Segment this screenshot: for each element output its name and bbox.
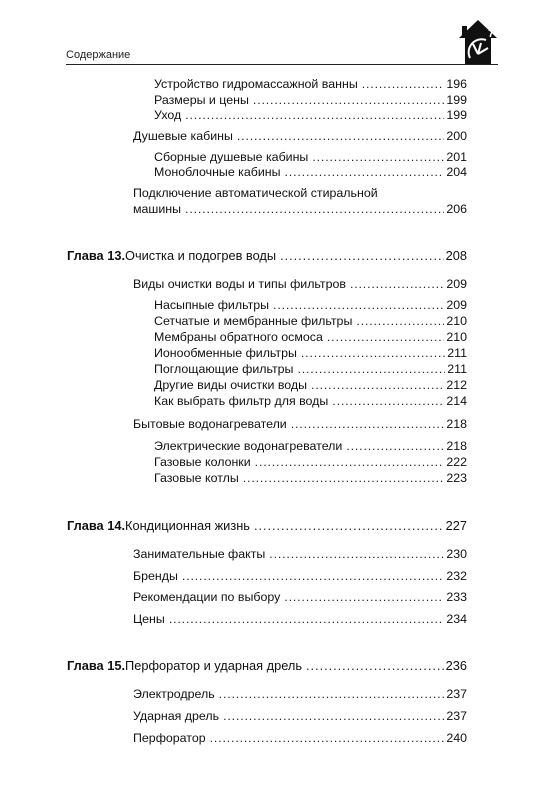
toc-entry [154, 165, 467, 180]
toc-entry [154, 330, 467, 345]
toc-entry-title: Уход [154, 108, 182, 122]
leader-dots [169, 612, 445, 627]
leader-dots [280, 248, 444, 263]
chapter-label: Глава 15. [67, 658, 126, 673]
leader-dots [210, 731, 445, 746]
toc-chapter [67, 658, 467, 673]
leader-dots [297, 362, 445, 377]
toc-page-number: 233 [446, 590, 467, 604]
leader-dots [255, 455, 445, 470]
header-rule [66, 64, 498, 65]
toc-entry [154, 77, 467, 92]
toc-page-number: 199 [446, 108, 467, 122]
toc-page-number: 230 [446, 547, 467, 561]
toc-page-number: 200 [446, 129, 467, 143]
toc-entry-title: Рекомендации по выбору [133, 590, 281, 604]
leader-dots [182, 569, 444, 584]
leader-dots [269, 547, 444, 562]
toc-entry [133, 202, 467, 217]
toc-entry-title: Виды очистки воды и типы фильтров [133, 277, 346, 291]
toc-chapter [67, 248, 467, 263]
toc-entry-title: Сборные душевые кабины [154, 150, 309, 164]
page-number: 7 [488, 28, 495, 40]
leader-dots [346, 439, 444, 454]
toc-entry [154, 150, 467, 165]
toc-page-number: 232 [446, 569, 467, 583]
toc-page-number: 223 [446, 471, 467, 485]
leader-dots [312, 150, 444, 165]
leader-dots [332, 394, 444, 409]
toc-page-number: 206 [446, 202, 467, 216]
toc-entry-title: Бренды [133, 569, 178, 583]
toc-entry [133, 590, 467, 605]
leader-dots [284, 590, 444, 605]
toc-entry [154, 314, 467, 329]
toc-entry [154, 362, 467, 377]
toc-entry-title: Ионообменные фильтры [154, 346, 297, 360]
toc-entry-title: Как выбрать фильтр для воды [154, 394, 329, 408]
leader-dots [253, 93, 444, 108]
toc-entry-title: Устройство гидромассажной ванны [154, 77, 358, 91]
leader-dots [273, 298, 444, 313]
toc-page-number: 199 [446, 93, 467, 107]
toc-entry-title: Мембраны обратного осмоса [154, 330, 323, 344]
toc-page-number: 209 [446, 277, 467, 291]
house-logo-icon [457, 18, 499, 66]
toc-entry [133, 612, 467, 627]
toc-page-number: 218 [446, 417, 467, 431]
leader-dots [185, 202, 444, 217]
leader-dots [306, 658, 444, 673]
leader-dots [362, 77, 445, 92]
toc-entry [133, 569, 467, 584]
toc-page-number: 210 [446, 314, 467, 328]
toc-entry [133, 277, 467, 292]
toc-page-number: 210 [446, 330, 467, 344]
toc-entry [154, 108, 467, 123]
chapter-title: Очистка и подогрев воды [125, 248, 277, 263]
leader-dots [185, 108, 444, 123]
leader-dots [291, 417, 445, 432]
toc-entry-title: Другие виды очистки воды [154, 378, 308, 392]
chapter-label: Глава 14. [67, 518, 126, 533]
toc-entry [133, 687, 467, 702]
toc-page-number: 234 [446, 612, 467, 626]
toc-page-number: 204 [446, 165, 467, 179]
leader-dots [350, 277, 444, 292]
toc-entry [154, 394, 467, 409]
toc-page-number: 227 [445, 518, 467, 533]
toc-entry-title: Душевые кабины [133, 129, 233, 143]
toc-page-number: 211 [447, 362, 467, 376]
toc-page-number: 208 [445, 248, 467, 263]
toc-entry [154, 378, 467, 393]
toc-entry-title: Сетчатые и мембранные фильтры [154, 314, 353, 328]
toc-entry-title: Занимательные факты [133, 547, 266, 561]
toc-entry-title: Бытовые водонагреватели [133, 417, 287, 431]
toc-page-number: 236 [445, 658, 467, 673]
toc-entry-title: машины [133, 202, 182, 216]
leader-dots [237, 129, 444, 144]
toc-page-number: 237 [446, 709, 467, 723]
toc-entry [154, 346, 467, 361]
toc-entry-title: Насыпные фильтры [154, 298, 270, 312]
toc-entry [133, 709, 467, 724]
toc-page-number: 218 [446, 439, 467, 453]
toc-page-number: 222 [446, 455, 467, 469]
chapter-title: Перфоратор и ударная дрель [125, 658, 303, 673]
toc-entry [154, 93, 467, 108]
running-header: Содержание [66, 49, 131, 61]
leader-dots [243, 471, 445, 486]
leader-dots [301, 346, 445, 361]
toc-entry-title: Электродрель [133, 687, 215, 701]
toc-entry [133, 731, 467, 746]
toc-entry [133, 547, 467, 562]
toc-entry [154, 471, 467, 486]
toc-page-number: 209 [446, 298, 467, 312]
toc-page-number: 201 [446, 150, 467, 164]
leader-dots [219, 687, 445, 702]
toc-entry [154, 298, 467, 313]
toc-entry [133, 129, 467, 144]
toc-entry-title: Перфоратор [133, 731, 206, 745]
toc-page-number: 196 [446, 77, 467, 91]
toc-entry-title: Размеры и цены [154, 93, 249, 107]
leader-dots [327, 330, 444, 345]
toc-page-number: 237 [446, 687, 467, 701]
toc-entry [133, 417, 467, 432]
leader-dots [285, 165, 445, 180]
toc-chapter [67, 518, 467, 533]
toc-page-number: 214 [446, 394, 467, 408]
toc-page-number: 212 [446, 378, 467, 392]
toc-entry [154, 455, 467, 470]
toc-entry-title: Электрические водонагреватели [154, 439, 343, 453]
leader-dots [223, 709, 444, 724]
leader-dots [254, 518, 444, 533]
toc-entry [154, 439, 467, 454]
toc-entry-title: Моноблочные кабины [154, 165, 281, 179]
toc-entry-title: Подключение автоматической стиральной [133, 186, 378, 200]
toc-page-number: 240 [446, 731, 467, 745]
toc-entry-title: Газовые котлы [154, 471, 239, 485]
toc-entry-title: Ударная дрель [133, 709, 220, 723]
leader-dots [311, 378, 444, 393]
toc-entry-title: Цены [133, 612, 165, 626]
toc-entry-title: Поглощающие фильтры [154, 362, 294, 376]
leader-dots [356, 314, 444, 329]
chapter-label: Глава 13. [67, 248, 126, 263]
toc-entry-title: Газовые колонки [154, 455, 251, 469]
chapter-title: Кондиционная жизнь [125, 518, 250, 533]
toc-page-number: 211 [447, 346, 467, 360]
